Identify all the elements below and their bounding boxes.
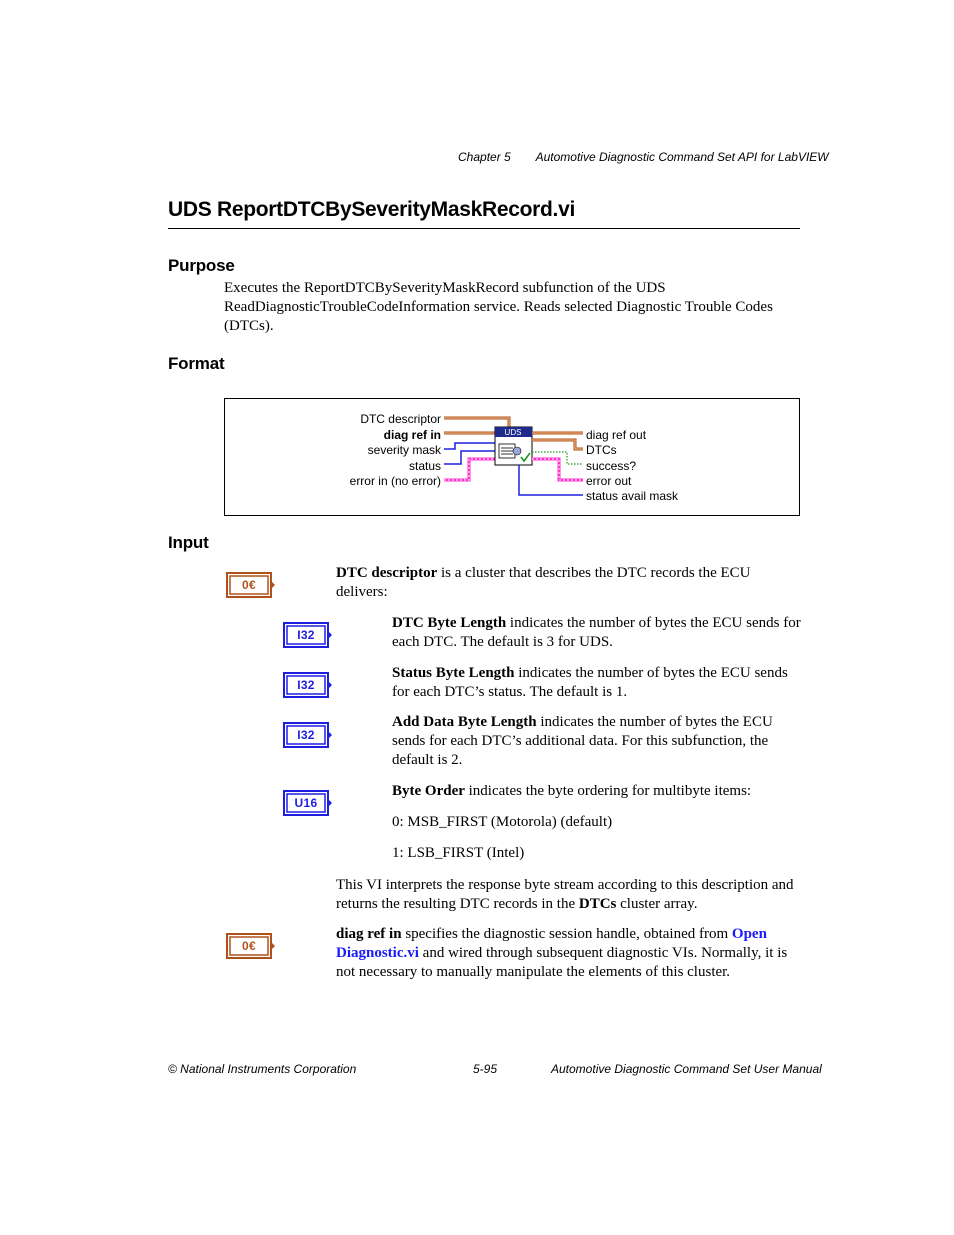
i32-terminal-icon (283, 722, 333, 748)
byte-order-option-1: 1: LSB_FIRST (Intel) (392, 845, 525, 861)
title-divider (168, 228, 800, 229)
interpret-dtcs-term: DTCs (578, 896, 617, 912)
input-heading: Input (168, 533, 209, 552)
i32-terminal-icon (283, 622, 333, 648)
diagram-output-error-out: error out (586, 474, 632, 488)
open-diagnostic-link[interactable]: Open Diagnostic.vi (336, 926, 767, 961)
cluster-terminal-icon (226, 572, 276, 598)
status-byte-length-text: indicates the number of bytes the ECU sends for each DTC’s status. The default is 1. (392, 665, 788, 700)
interpret-paragraph (336, 876, 802, 914)
cluster-icon-text: 0€ (242, 938, 256, 953)
running-header (458, 150, 829, 164)
diagram-output-dtcs: DTCs (586, 443, 617, 457)
dtc-byte-length-description (392, 614, 802, 652)
footer-page-number: 5-95 (473, 1062, 498, 1076)
diagram-vi-label: UDS (504, 428, 522, 437)
diag-ref-in-description (336, 925, 802, 982)
interpret-text-pre: This VI interprets the response byte stream according to this description and returns the resulting DTC records in the (336, 877, 794, 912)
diagram-output-diag-ref-out: diag ref out (586, 428, 647, 442)
add-data-byte-length-text: indicates the number of bytes the ECU sends for each DTC’s additional data. For this subfunction, the default is 2. (392, 714, 773, 768)
i32-terminal-icon (283, 672, 333, 698)
i32-icon-text: I32 (297, 627, 315, 642)
header-chapter: Chapter 5 (458, 150, 511, 164)
add-data-byte-length-term: Add Data Byte Length (392, 714, 537, 730)
dtc-byte-length-text: indicates the number of bytes the ECU sends for each DTC. The default is 3 for UDS. (392, 615, 801, 650)
diag-ref-in-text-pre: specifies the diagnostic session handle, obtained from (401, 926, 732, 942)
status-byte-length-term: Status Byte Length (392, 665, 515, 681)
footer-manual-title: Automotive Diagnostic Command Set User Manual (551, 1062, 822, 1076)
interpret-text-post: cluster array. (616, 896, 698, 912)
cluster-icon-text: 0€ (242, 577, 256, 592)
diagram-input-dtc-descriptor: DTC descriptor (360, 412, 441, 426)
format-heading: Format (168, 354, 225, 373)
byte-order-option-0: 0: MSB_FIRST (Motorola) (default) (392, 814, 613, 830)
byte-order-term: Byte Order (392, 783, 465, 799)
purpose-heading: Purpose (168, 256, 235, 275)
dtc-byte-length-term: DTC Byte Length (392, 615, 507, 631)
vi-connector-diagram (224, 398, 800, 516)
i32-icon-text: I32 (297, 677, 315, 692)
diag-ref-in-term: diag ref in (336, 926, 402, 942)
status-byte-length-description (392, 664, 802, 702)
diag-ref-in-text-post: and wired through subsequent diagnostic VIs. Normally, it is not necessary to manually manipulate the elements of this cluster. (336, 945, 788, 980)
diagram-input-diag-ref-in: diag ref in (383, 428, 441, 442)
diagram-input-error-in: error in (no error) (349, 474, 441, 488)
byte-order-description (392, 782, 802, 801)
i32-icon-text: I32 (297, 727, 315, 742)
header-section: Automotive Diagnostic Command Set API for LabVIEW (535, 150, 829, 164)
cluster-terminal-icon (226, 933, 276, 959)
diagram-input-severity-mask: severity mask (367, 443, 441, 457)
add-data-byte-length-description (392, 713, 802, 770)
dtc-descriptor-text: is a cluster that describes the DTC records the ECU delivers: (336, 565, 751, 600)
byte-order-text: indicates the byte ordering for multibyte items: (464, 783, 752, 799)
u16-icon-text: U16 (294, 795, 318, 810)
purpose-text: Executes the ReportDTCBySeverityMaskRecord subfunction of the UDS ReadDiagnosticTroubleCodeInformation service. Reads selected Diagnostic Trouble Codes (DTCs). (224, 280, 773, 334)
dtc-descriptor-description (336, 564, 802, 602)
diagram-output-success: success? (586, 459, 637, 473)
dtc-descriptor-term: DTC descriptor (336, 565, 438, 581)
u16-terminal-icon (283, 790, 333, 816)
diagram-output-status-avail-mask: status avail mask (586, 489, 679, 503)
diagram-input-status: status (408, 459, 441, 473)
page-title: UDS ReportDTCBySeverityMaskRecord.vi (168, 198, 575, 221)
footer-copyright: © National Instruments Corporation (168, 1062, 357, 1076)
